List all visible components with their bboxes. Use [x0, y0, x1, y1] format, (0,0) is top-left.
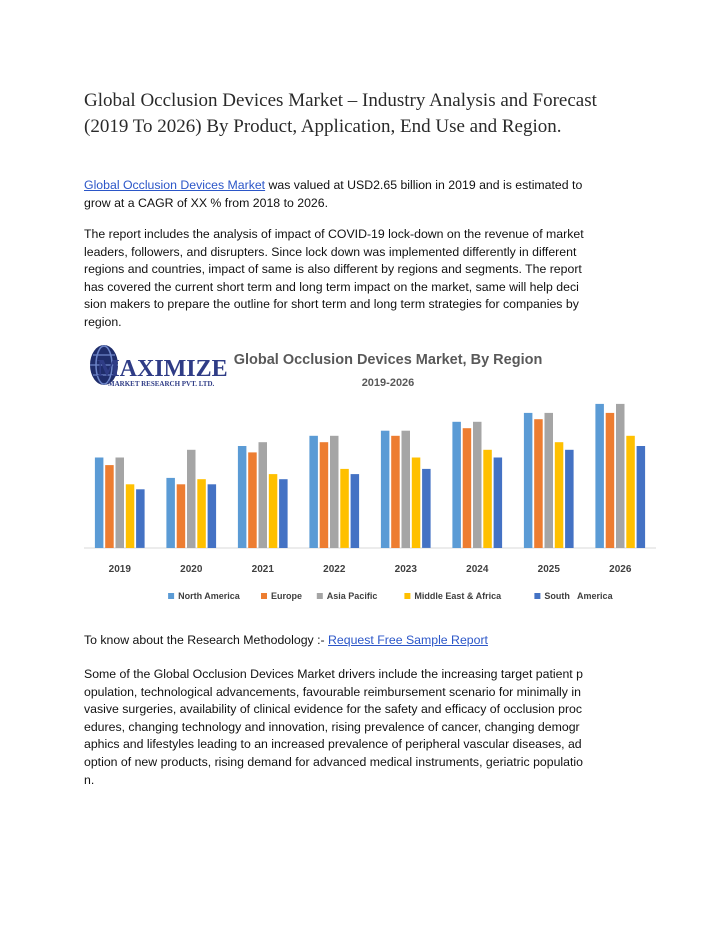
x-tick-labels [109, 564, 632, 575]
covid-line: leaders, followers, and disrupters. Since lock down was implemented differently in different [84, 244, 577, 259]
intro-line-1-text: was valued at USD2.65 billion in 2019 and is estimated to [265, 178, 583, 192]
market-link[interactable]: Global Occlusion Devices Market [84, 178, 266, 192]
bar-2026-europe [606, 413, 615, 548]
x-tick-label: 2023 [394, 564, 417, 575]
bar-2026-asia-pacific [616, 404, 625, 548]
bar-2022-south-america [351, 474, 360, 548]
intro-line-1 [84, 177, 644, 195]
legend-swatch [534, 593, 540, 599]
covid-line: The report includes the analysis of impact of COVID-19 lock-down on the revenue of market [84, 227, 584, 241]
covid-line: region. [84, 314, 122, 329]
covid-line: sion makers to prepare the outline for short term and long term strategies for companies by [84, 297, 579, 312]
drivers-line: Some of the Global Occlusion Devices Market drivers include the increasing target patient p [84, 667, 583, 681]
x-tick-label: 2026 [609, 564, 632, 575]
drivers-line: aphics and lifestyles leading to an increased prevalence of peripheral vascular diseases, ad [84, 737, 582, 752]
bar-2019-europe [105, 465, 114, 548]
bar-2023-europe [391, 436, 400, 548]
legend-label: Middle East & Africa [414, 591, 502, 601]
legend-label: Asia Pacific [326, 591, 378, 601]
bar-2025-europe [534, 419, 543, 548]
sample-report-link[interactable]: Request Free Sample Report [328, 633, 488, 647]
bar-2020-south-america [208, 484, 217, 548]
bar-2026-north-america [595, 404, 604, 548]
covid-line: has covered the current short term and long term impact on the market, same will help deci [84, 279, 579, 294]
x-tick-label: 2022 [323, 564, 346, 575]
bars-group [95, 404, 645, 548]
bar-2019-asia-pacific [116, 458, 125, 549]
bar-2025-asia-pacific [545, 413, 554, 548]
bar-2023-north-america [381, 431, 390, 548]
chart-subtitle: 2019-2026 [361, 377, 415, 389]
bar-2025-north-america [524, 413, 533, 548]
methodology-text: To know about the Research Methodology :- [84, 633, 329, 647]
bar-2026-south-america [637, 446, 646, 548]
intro-line-2: grow at a CAGR of XX % from 2018 to 2026. [84, 195, 329, 210]
logo-name: MAXIMIZE [97, 356, 228, 382]
legend-label: Europe [271, 591, 303, 601]
bar-2019-north-america [95, 458, 104, 549]
chart-legend [168, 591, 613, 601]
bar-2022-asia-pacific [330, 436, 339, 548]
bar-2021-asia-pacific [259, 442, 268, 548]
bar-2022-middle-east-africa [340, 469, 349, 548]
bar-2021-europe [248, 452, 257, 548]
x-tick-label: 2024 [466, 564, 489, 575]
legend-swatch [261, 593, 267, 599]
intro-paragraph [84, 177, 644, 212]
bar-2020-middle-east-africa [197, 479, 206, 548]
drivers-paragraph [84, 666, 644, 789]
legend-swatch [404, 593, 410, 599]
bar-2026-middle-east-africa [626, 436, 635, 548]
covid-line: regions and countries, impact of same is also different by regions and segments. The report [84, 262, 582, 277]
maximize-logo [90, 345, 228, 388]
x-tick-label: 2020 [180, 564, 203, 575]
bar-2021-north-america [238, 446, 247, 548]
legend-label: North America [178, 591, 240, 601]
legend-label: South America [544, 591, 613, 601]
region-bar-chart [84, 340, 659, 615]
title-line-1: Global Occlusion Devices Market – Industry Analysis and Forecast [84, 90, 597, 111]
bar-2023-south-america [422, 469, 431, 548]
page-title [84, 88, 644, 140]
drivers-line: vasive surgeries, availability of clinical evidence for the safety and efficacy of occlusion proc [84, 702, 583, 717]
bar-2024-asia-pacific [473, 422, 482, 548]
bar-2025-south-america [565, 450, 574, 548]
logo-subtitle: MARKET RESEARCH PVT. LTD. [108, 380, 215, 388]
bar-2022-north-america [309, 436, 318, 548]
chart-title: Global Occlusion Devices Market, By Region [233, 352, 543, 368]
bar-2023-asia-pacific [402, 431, 411, 548]
covid-paragraph [84, 226, 644, 332]
bar-2021-middle-east-africa [269, 474, 278, 548]
bar-2025-middle-east-africa [555, 442, 564, 548]
bar-2021-south-america [279, 479, 288, 548]
legend-swatch [168, 593, 174, 599]
bar-2024-north-america [452, 422, 461, 548]
drivers-line: n. [84, 772, 95, 787]
drivers-line: opulation, technological advancements, favourable reimbursement scenario for minimally in [84, 684, 581, 699]
bar-2019-south-america [136, 489, 145, 548]
bar-2023-middle-east-africa [412, 458, 421, 549]
title-line-2: (2019 To 2026) By Product, Application, End Use and Region. [84, 116, 562, 137]
bar-2024-middle-east-africa [483, 450, 492, 548]
x-tick-label: 2021 [251, 564, 274, 575]
x-tick-label: 2019 [108, 564, 131, 575]
methodology-line [84, 632, 644, 650]
legend-swatch [317, 593, 323, 599]
bar-2020-europe [177, 484, 186, 548]
drivers-line: option of new products, rising demand for advanced medical instruments, geriatric populatio [84, 754, 583, 769]
x-tick-label: 2025 [537, 564, 560, 575]
bar-2022-europe [320, 442, 329, 548]
bar-2020-north-america [166, 478, 175, 548]
bar-2020-asia-pacific [187, 450, 196, 548]
drivers-line: edures, changing technology and innovation, rising prevalence of cancer, changing demogr [84, 719, 580, 734]
bar-2024-south-america [494, 458, 503, 549]
bar-2019-middle-east-africa [126, 484, 135, 548]
bar-2024-europe [463, 428, 472, 548]
